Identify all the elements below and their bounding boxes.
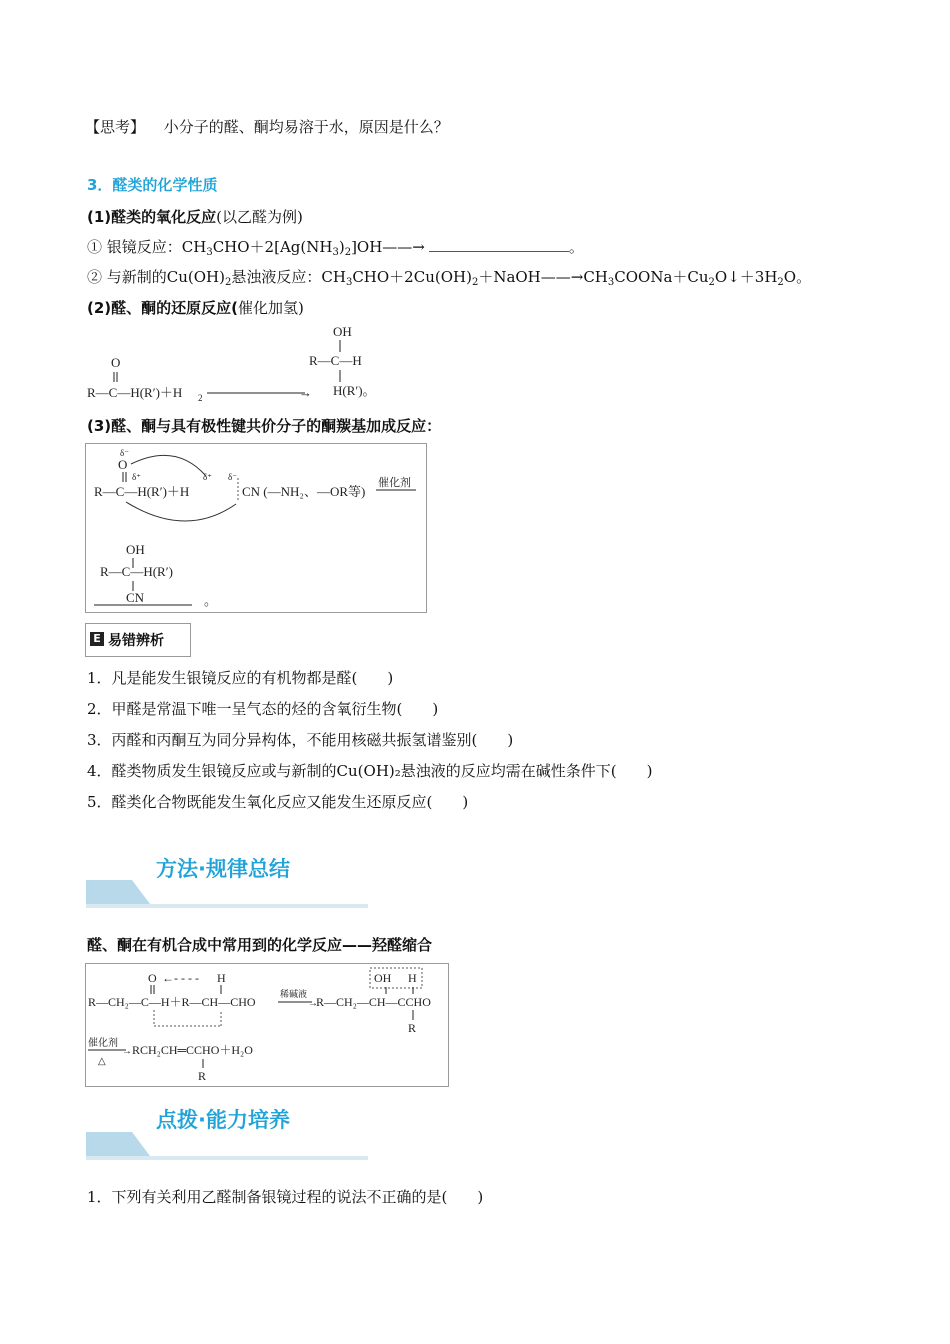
aldol-figure [85, 963, 449, 1087]
reduction-equation [85, 322, 405, 404]
practice-banner [86, 1132, 368, 1162]
catalyst-label: 催化剂 [378, 477, 411, 489]
svg-text:CN (—NH₂、—OR等): CN (—NH₂、—OR等) [242, 484, 366, 499]
svg-text:→: → [299, 385, 312, 400]
svg-text:R—C—H(R′): R—C—H(R′) [100, 564, 173, 579]
svg-text:δ⁺: δ⁺ [132, 472, 141, 482]
svg-text:R—CH₂—C—H＋R—CH—CHO: R—CH₂—C—H＋R—CH—CHO [88, 995, 256, 1009]
aldol-heading: 醛、酮在有机合成中常用到的化学反应——羟醛缩合 [87, 936, 433, 954]
svg-text:O: O [111, 355, 121, 370]
method-banner [86, 880, 368, 910]
svg-text:R—C—H: R—C—H [309, 353, 362, 368]
practice-banner-title: 点拨·能力培养 [156, 1108, 290, 1132]
silver-mirror-label: ① 银镜反应：CH [87, 238, 207, 256]
subheading-reduction [87, 297, 304, 318]
svg-text:O: O [148, 971, 157, 985]
svg-text:δ⁻: δ⁻ [228, 472, 237, 482]
svg-text:O: O [118, 457, 128, 472]
catalyst-label-2: 催化剂 [88, 1038, 118, 1049]
subheading-reduction-note: 催化加氢) [238, 299, 304, 317]
svg-text:←- - - -: ←- - - - [162, 971, 199, 985]
error-item: 2．甲醛是常温下唯一呈气态的烃的含氧衍生物( ) [87, 700, 439, 718]
svg-text:。: 。 [204, 593, 218, 608]
think-question: 小分子的醛、酮均易溶于水，原因是什么？ [163, 118, 449, 136]
svg-text:R—C—H(R′)＋H: R—C—H(R′)＋H [87, 385, 183, 400]
error-item: 5．醛类化合物既能发生氧化反应又能发生还原反应( ) [87, 793, 469, 811]
error-item: 4．醛类物质发生银镜反应或与新制的Cu(OH)₂悬浊液的反应均需在碱性条件下( ) [87, 762, 653, 780]
svg-text:H: H [408, 971, 417, 985]
svg-text:δ⁻: δ⁻ [120, 448, 129, 458]
error-item: 1．凡是能发生银镜反应的有机物都是醛( ) [87, 669, 394, 687]
svg-text:δ⁺: δ⁺ [203, 472, 212, 482]
svg-text:OH: OH [126, 542, 145, 557]
badge-label: 易错辨析 [108, 633, 164, 649]
subheading-reduction-title: (2)醛、酮的还原反应( [87, 299, 239, 317]
svg-text:OH: OH [333, 324, 352, 339]
svg-text:→: → [122, 1046, 132, 1057]
svg-text:R—CH₂—CH—CCHO: R—CH₂—CH—CCHO [316, 995, 431, 1009]
svg-text:R: R [408, 1021, 417, 1035]
svg-text:H(R′)。: H(R′)。 [333, 383, 376, 398]
svg-text:OH: OH [374, 971, 392, 985]
subheading-oxidation-note: (以乙醛为例) [216, 208, 303, 226]
cuoh2-line: ② 与新制的$Cu(OH)_2$悬浊液反应：$CH_3CHO+2Cu(OH)_2+NaOH——\to CH_3COONa+Cu_2O↓+3H_2O$。 [87, 268, 812, 288]
svg-text:→: → [308, 998, 318, 1009]
subheading-oxidation [87, 206, 303, 227]
svg-text:R—C—H(R′)＋H: R—C—H(R′)＋H [94, 484, 190, 499]
svg-text:H: H [217, 971, 226, 985]
svg-text:2: 2 [198, 393, 203, 403]
cuoh2-label: ② 与新制的Cu(OH) [87, 268, 225, 286]
svg-text:RCH₂CH═CCHO＋H₂O: RCH₂CH═CCHO＋H₂O [132, 1043, 253, 1057]
subheading-addition: (3)醛、酮与具有极性键共价分子的酮羰基加成反应： [87, 417, 442, 435]
catalyst-dilute-base: 稀碱液 [280, 989, 308, 999]
answer-blank [429, 239, 569, 252]
badge-icon: E [90, 632, 104, 646]
addition-reaction-figure [85, 443, 427, 613]
subheading-oxidation-title: (1)醛类的氧化反应 [87, 208, 217, 226]
error-item: 3．丙醛和丙酮互为同分异构体，不能用核磁共振氢谱鉴别( ) [87, 731, 514, 749]
silver-mirror-line: ① 银镜反应：$CH_3CHO+2[Ag(NH_3)_2]OH——\to$ 。 [87, 238, 584, 258]
svg-text:△: △ [98, 1056, 106, 1067]
think-tag: 【思考】 [85, 118, 146, 136]
method-banner-title: 方法·规律总结 [156, 857, 290, 881]
error-badge [85, 623, 191, 657]
section-heading: 3．醛类的化学性质 [87, 176, 218, 194]
svg-text:R: R [198, 1069, 207, 1083]
think-line [85, 116, 449, 137]
practice-question: 1．下列有关利用乙醛制备银镜过程的说法不正确的是( ) [87, 1188, 484, 1206]
svg-text:CN: CN [126, 590, 145, 605]
